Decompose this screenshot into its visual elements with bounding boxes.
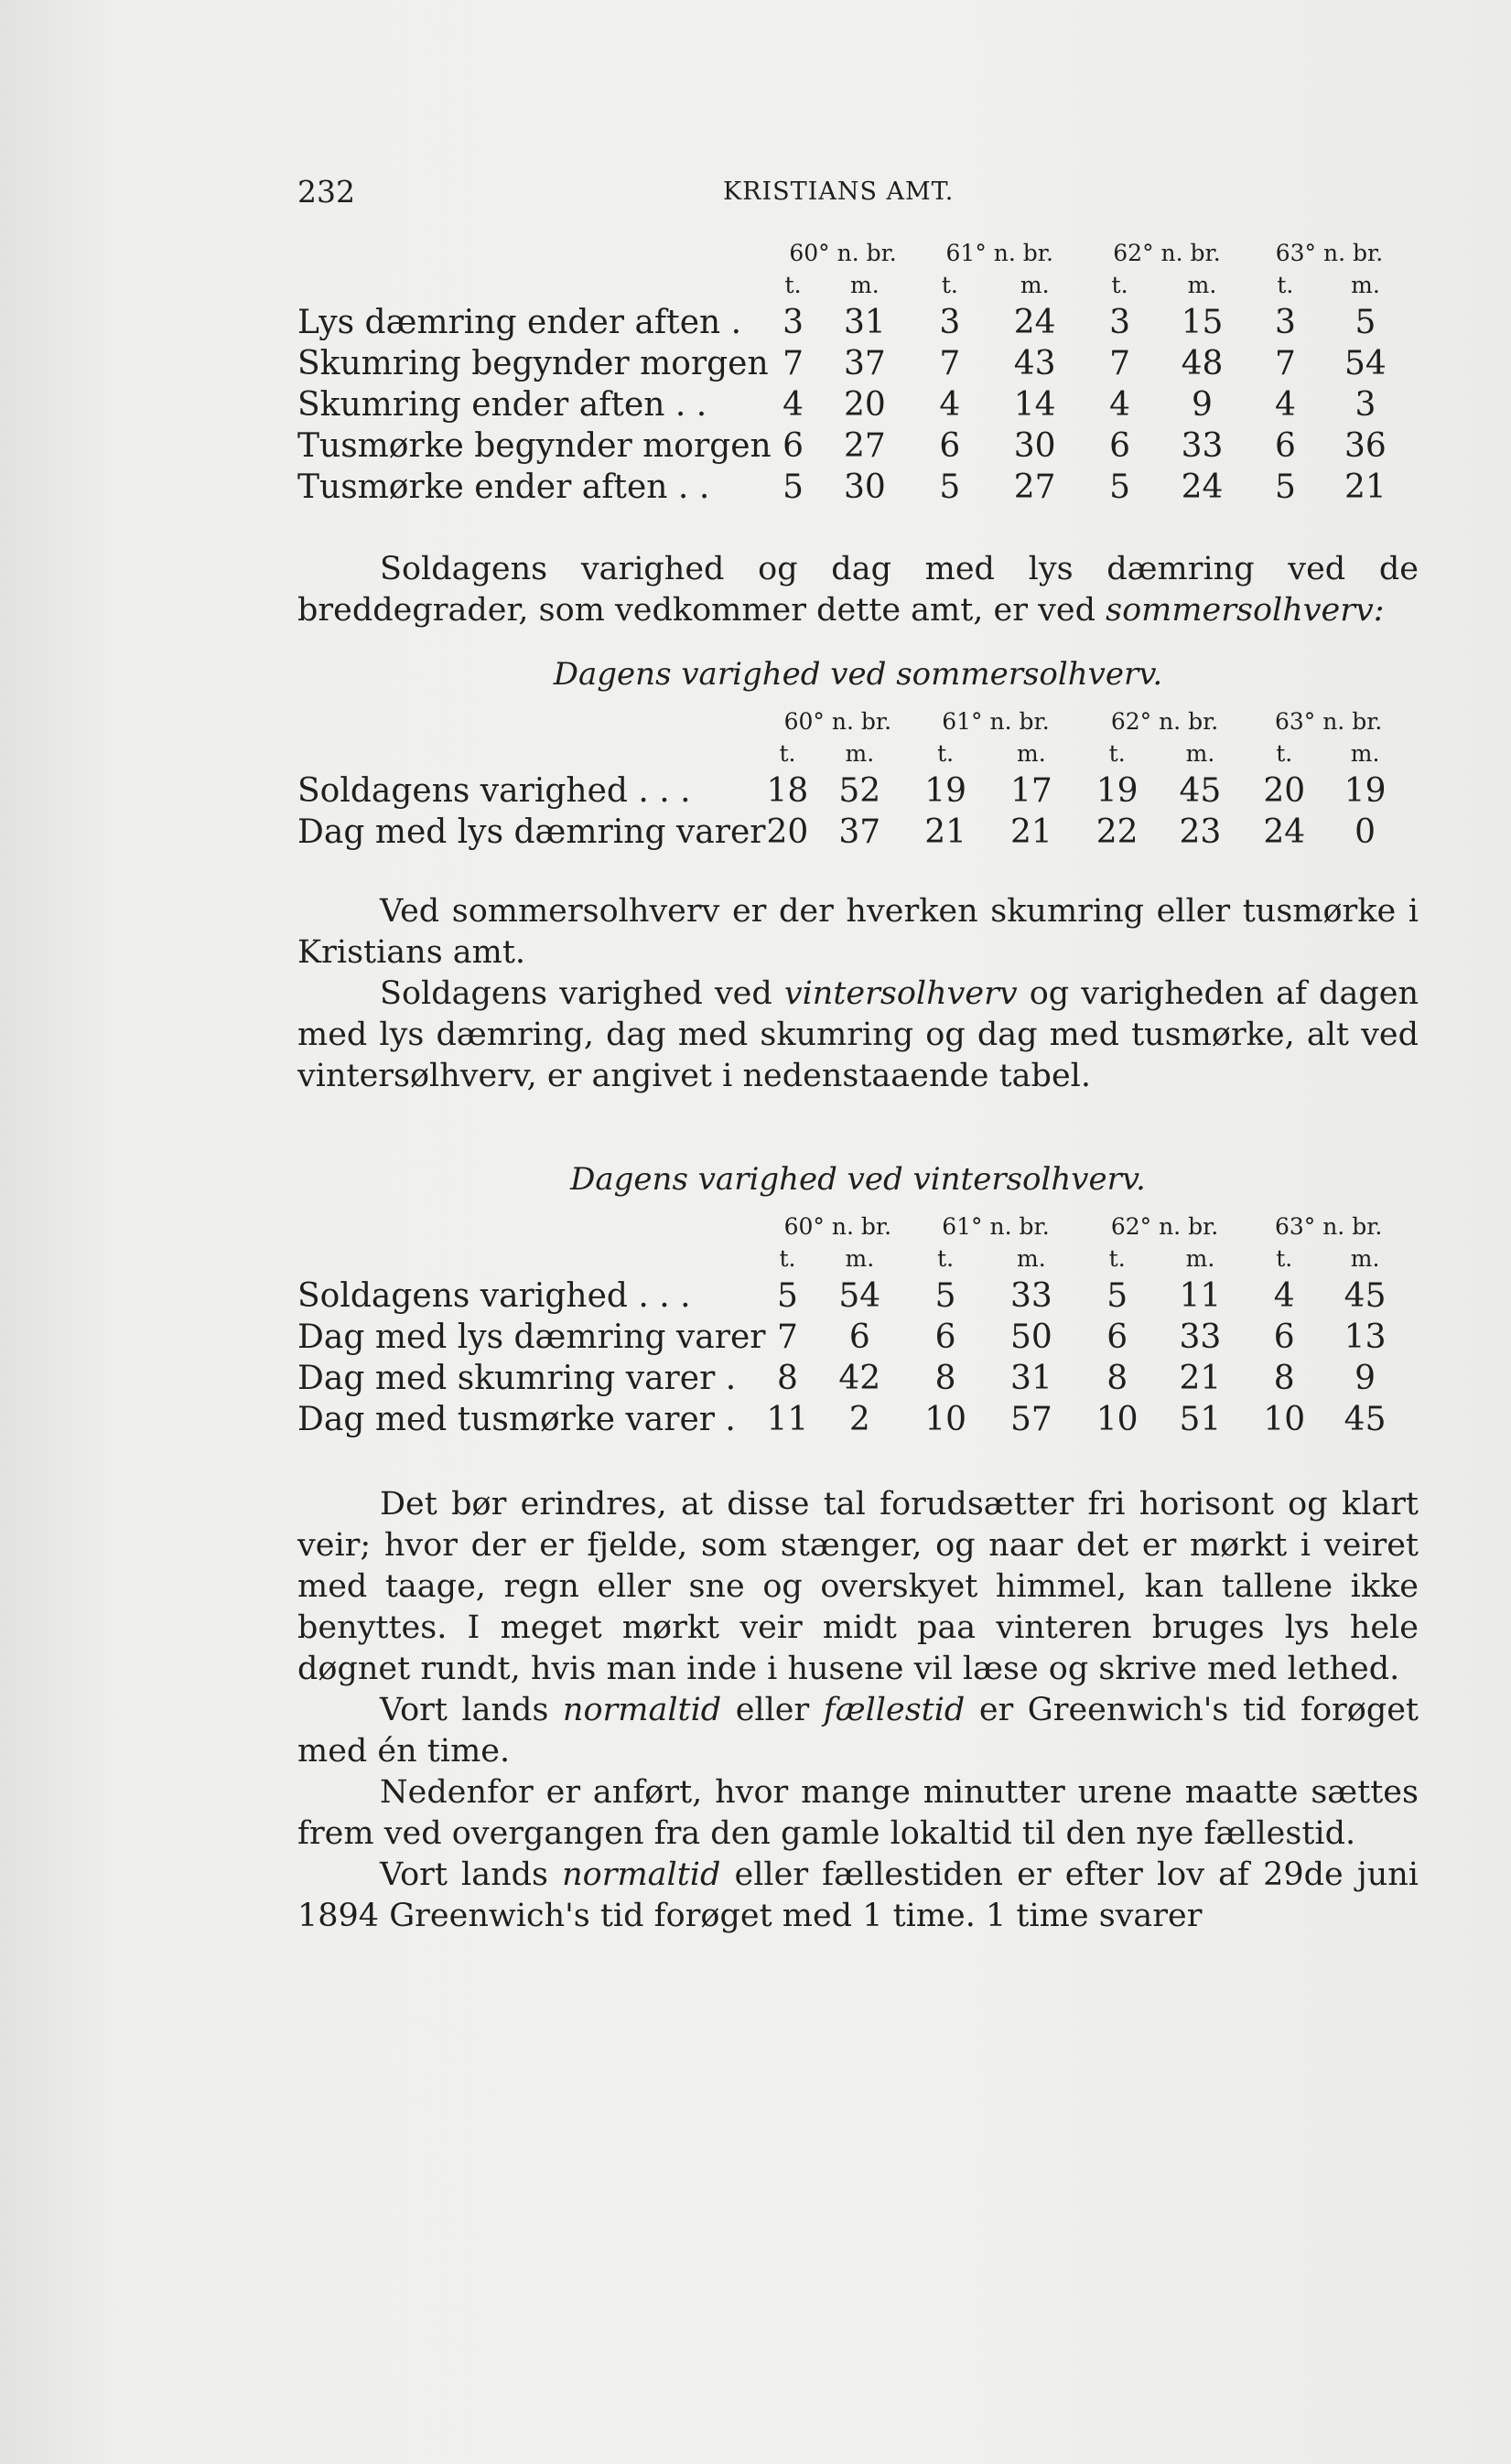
paragraph-clock-adjustment: Nedenfor er anført, hvor mange minutter urene maatte sættes frem ved overgangen fra den gamle lokaltid til den nye fællestid. (297, 1774, 1419, 1852)
cell: 4 (1273, 1277, 1295, 1315)
cell: 23 (1179, 813, 1222, 851)
cell: 19 (924, 772, 967, 810)
cell: 5 (934, 1277, 956, 1315)
table-row (297, 1399, 1409, 1440)
cell: 7 (1274, 345, 1296, 382)
table-caption-winter: Dagens varighed ved vintersolhverv. (570, 1161, 1146, 1198)
row-label: Soldagens varighed . . . (297, 1277, 691, 1315)
lat-header: 63° n. br. (1274, 708, 1383, 735)
cell: 45 (1179, 772, 1222, 810)
row-label: Tusmørke ender aften . . (297, 468, 710, 506)
paragraph-no-twilight: Ved sommersolhverv er der hverken skumring eller tusmørke i Kristians amt. (297, 893, 1419, 971)
cell: 8 (776, 1360, 798, 1397)
cell: 50 (1009, 1318, 1052, 1356)
unit-header: m. (1350, 740, 1380, 767)
cell: 5 (1109, 468, 1130, 506)
cell: 14 (1013, 386, 1056, 424)
text: Soldagens varighed ved (380, 975, 784, 1012)
cell: 24 (1263, 813, 1306, 851)
row-label: Dag med tusmørke varer . (297, 1401, 736, 1438)
cell: 19 (1344, 772, 1387, 810)
unit-header: t. (937, 740, 955, 767)
unit-header: t. (784, 272, 802, 298)
row-label: Lys dæmring ender aften . (297, 304, 742, 341)
table-row (297, 1317, 1409, 1358)
row-label: Skumring ender aften . . (297, 386, 707, 424)
cell: 13 (1344, 1318, 1387, 1356)
paragraph-conditions: Det bør erindres, at disse tal forudsætter fri horisont og klart veir; hvor der er fjelde, som stænger, og naar det er mørkt i veiret med taage, regn eller sne og overskyet himmel, kan tallene ikke benyttes. I meget mørkt veir midt paa vinteren bruges lys hele døgnet rundt, hvis man inde i husene vil læse og skrive med lethed. (297, 1486, 1419, 1687)
cell: 43 (1013, 345, 1056, 382)
row-label: Dag med lys dæmring varer (297, 813, 766, 851)
table-row (297, 1358, 1409, 1399)
cell: 21 (924, 813, 967, 851)
unit-header: t. (1108, 1245, 1126, 1272)
unit-header: m. (845, 740, 875, 767)
cell: 4 (939, 386, 961, 424)
unit-header: m. (845, 1245, 875, 1272)
lat-header: 60° n. br. (789, 240, 897, 266)
paragraph-sommersolhverv-intro (297, 549, 1419, 631)
row-label: Soldagens varighed . . . (297, 772, 691, 810)
cell: 52 (838, 772, 881, 810)
cell: 37 (843, 345, 886, 382)
unit-header: t. (1108, 740, 1126, 767)
emphasis: fællestid (823, 1692, 966, 1728)
cell: 5 (1106, 1277, 1128, 1315)
cell: 4 (1274, 386, 1296, 424)
cell: 3 (1355, 386, 1376, 424)
table-header-row (297, 238, 1409, 269)
row-label: Dag med skumring varer . (297, 1360, 737, 1397)
cell: 3 (939, 304, 961, 341)
table-unit-row (297, 269, 1409, 302)
unit-header: m. (1017, 1245, 1046, 1272)
row-label: Skumring begynder morgen (297, 345, 769, 382)
unit-header: t. (779, 1245, 796, 1272)
lat-header: 62° n. br. (1110, 1213, 1219, 1240)
paragraph-normaltid (297, 1690, 1419, 1772)
unit-header: t. (1111, 272, 1128, 298)
lat-header: 63° n. br. (1275, 240, 1384, 266)
unit-header: m. (1185, 1245, 1215, 1272)
cell: 5 (782, 468, 804, 506)
cell: 4 (782, 386, 804, 424)
cell: 3 (1109, 304, 1130, 341)
text: Vort lands (380, 1692, 563, 1728)
cell: 7 (776, 1318, 798, 1356)
unit-header: m. (1185, 740, 1215, 767)
table-row (297, 467, 1409, 508)
unit-header: m. (850, 272, 880, 298)
table-header-row (297, 1211, 1409, 1243)
page-content (297, 174, 1419, 1937)
unit-header: m. (1020, 272, 1050, 298)
cell: 6 (934, 1318, 956, 1356)
lat-header: 60° n. br. (783, 708, 892, 735)
cell: 0 (1355, 813, 1376, 851)
cell: 11 (1179, 1277, 1222, 1315)
cell: 31 (843, 304, 886, 341)
cell: 17 (1009, 772, 1052, 810)
unit-header: t. (1276, 740, 1293, 767)
text: Vort lands (380, 1856, 563, 1893)
table-row (297, 384, 1409, 425)
emphasis: vintersolhverv (783, 975, 1018, 1012)
cell: 20 (843, 386, 886, 424)
page-number: 232 (297, 174, 355, 210)
cell: 24 (1181, 468, 1224, 506)
cell: 10 (924, 1401, 967, 1438)
cell: 51 (1179, 1401, 1222, 1438)
table-caption-summer: Dagens varighed ved sommersolhverv. (553, 656, 1163, 693)
unit-header: m. (1187, 272, 1217, 298)
cell: 42 (838, 1360, 881, 1397)
cell: 54 (1344, 345, 1387, 382)
running-title: KRISTIANS AMT. (723, 178, 955, 206)
text: eller fællestiden er efter lov af 29de juni 1894 Greenwich's tid forøget med 1 time. 1 time svarer (297, 1856, 1419, 1934)
table-row (297, 425, 1409, 467)
cell: 6 (939, 427, 961, 465)
cell: 10 (1263, 1401, 1306, 1438)
cell: 8 (1106, 1360, 1128, 1397)
cell: 57 (1009, 1401, 1052, 1438)
lat-header: 63° n. br. (1274, 1213, 1383, 1240)
cell: 21 (1344, 468, 1387, 506)
cell: 27 (1013, 468, 1056, 506)
cell: 21 (1009, 813, 1052, 851)
unit-header: m. (1017, 740, 1046, 767)
cell: 5 (776, 1277, 798, 1315)
table-row (297, 770, 1409, 812)
unit-header: t. (1277, 272, 1294, 298)
table-row (297, 343, 1409, 384)
cell: 9 (1355, 1360, 1376, 1397)
cell: 30 (843, 468, 886, 506)
cell: 20 (1263, 772, 1306, 810)
cell: 7 (939, 345, 961, 382)
text: Soldagens varighed og dag med lys dæmring ved de breddegrader, som vedkommer dette amt, er ved (297, 551, 1419, 629)
table-row (297, 812, 1409, 853)
cell: 45 (1344, 1401, 1387, 1438)
cell: 37 (838, 813, 881, 851)
cell: 24 (1013, 304, 1056, 341)
cell: 27 (843, 427, 886, 465)
paragraph-law (297, 1855, 1419, 1937)
unit-header: t. (779, 740, 796, 767)
cell: 15 (1181, 304, 1224, 341)
cell: 3 (782, 304, 804, 341)
lat-header: 61° n. br. (942, 1213, 1050, 1240)
cell: 6 (1106, 1318, 1128, 1356)
cell: 7 (782, 345, 804, 382)
cell: 54 (838, 1277, 881, 1315)
unit-header: m. (1350, 1245, 1380, 1272)
lat-header: 62° n. br. (1113, 240, 1221, 266)
emphasis: sommersolhverv: (1106, 592, 1385, 629)
cell: 9 (1192, 386, 1213, 424)
cell: 11 (766, 1401, 809, 1438)
twilight-table (297, 238, 1409, 508)
cell: 6 (1273, 1318, 1295, 1356)
summer-daylength-table (297, 706, 1409, 853)
cell: 10 (1095, 1401, 1139, 1438)
cell: 33 (1009, 1277, 1052, 1315)
unit-header: t. (941, 272, 958, 298)
cell: 7 (1109, 345, 1130, 382)
cell: 45 (1344, 1277, 1387, 1315)
paragraph-vintersolhverv-intro (297, 974, 1419, 1097)
cell: 33 (1179, 1318, 1222, 1356)
cell: 2 (848, 1401, 870, 1438)
lat-header: 61° n. br. (945, 240, 1053, 266)
cell: 6 (1274, 427, 1296, 465)
cell: 22 (1095, 813, 1139, 851)
emphasis: normaltid (562, 1856, 721, 1893)
cell: 21 (1179, 1360, 1222, 1397)
cell: 5 (1274, 468, 1296, 506)
text: og varigheden af dagen med lys dæmring, dag med skumring og dag med tusmørke, alt ved vintersølhverv, er angivet i nedenstaaende tabel. (297, 975, 1419, 1094)
cell: 6 (1109, 427, 1130, 465)
table-row (297, 302, 1409, 343)
text: er Greenwich's tid forøget med én time. (297, 1692, 1419, 1770)
cell: 31 (1009, 1360, 1052, 1397)
winter-daylength-table (297, 1211, 1409, 1440)
row-label: Dag med lys dæmring varer (297, 1318, 766, 1356)
table-unit-row (297, 1243, 1409, 1275)
table-header-row (297, 706, 1409, 737)
cell: 5 (939, 468, 961, 506)
cell: 8 (934, 1360, 956, 1397)
cell: 48 (1181, 345, 1224, 382)
cell: 19 (1095, 772, 1139, 810)
table-row (297, 1275, 1409, 1317)
lat-header: 61° n. br. (942, 708, 1050, 735)
cell: 30 (1013, 427, 1056, 465)
cell: 6 (782, 427, 804, 465)
cell: 3 (1274, 304, 1296, 341)
cell: 18 (766, 772, 809, 810)
cell: 36 (1344, 427, 1387, 465)
page-header (297, 174, 1419, 220)
cell: 33 (1181, 427, 1224, 465)
unit-header: t. (937, 1245, 955, 1272)
text: eller (721, 1692, 824, 1728)
cell: 20 (766, 813, 809, 851)
lat-header: 60° n. br. (783, 1213, 892, 1240)
emphasis: normaltid (562, 1692, 722, 1728)
row-label: Tusmørke begynder morgen (297, 427, 772, 465)
unit-header: m. (1351, 272, 1380, 298)
unit-header: t. (1276, 1245, 1293, 1272)
table-unit-row (297, 737, 1409, 770)
cell: 4 (1109, 386, 1130, 424)
cell: 5 (1355, 304, 1376, 341)
lat-header: 62° n. br. (1110, 708, 1219, 735)
cell: 6 (848, 1318, 870, 1356)
cell: 8 (1273, 1360, 1295, 1397)
